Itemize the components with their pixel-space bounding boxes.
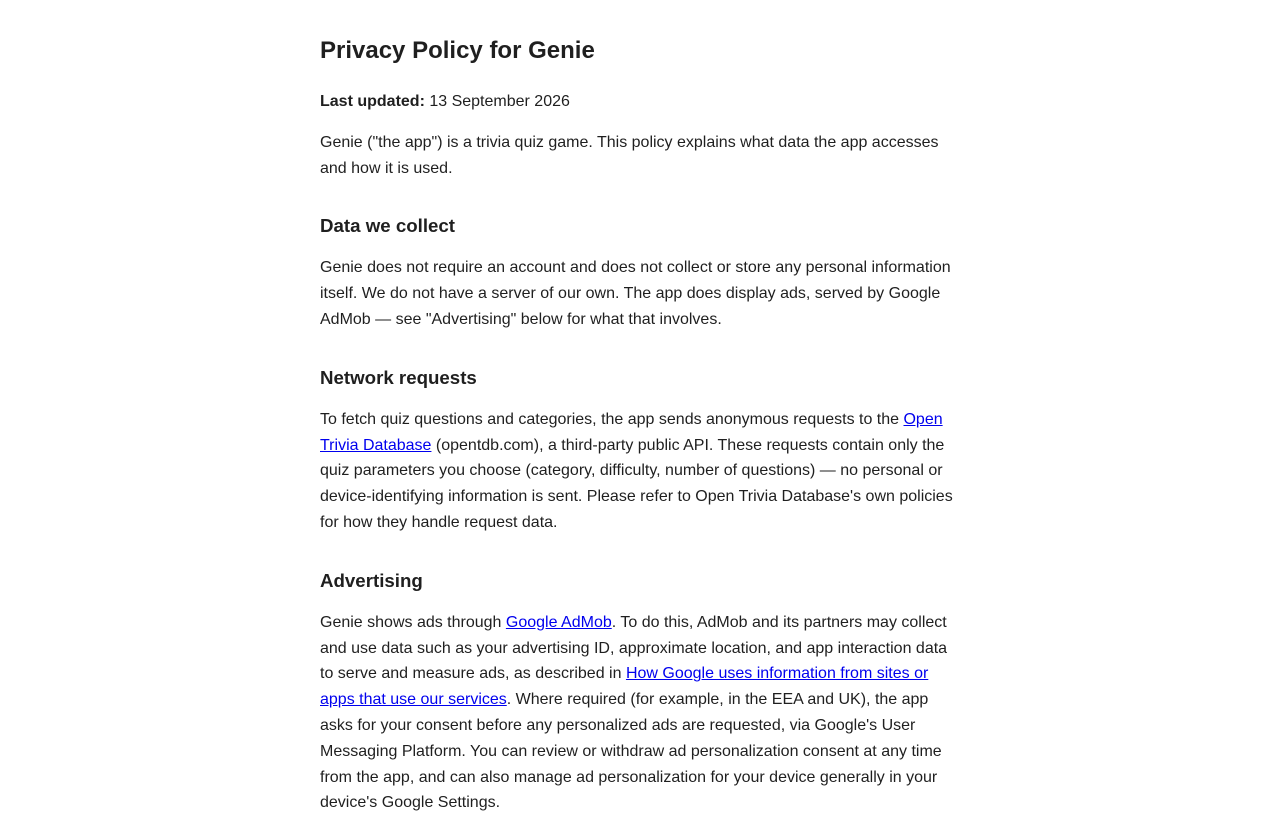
network-text-before-link: To fetch quiz questions and categories, the app sends anonymous requests to the xyxy=(320,410,904,428)
advertising-text-2: . To do this, AdMob and its partners may collect and use data such as your advertising ID, approximate location, and app interaction data to serve and measure ads, as described in xyxy=(320,613,948,683)
page-title: Privacy Policy for Genie xyxy=(320,37,595,64)
google-info-usage-link[interactable]: How Google uses information from sites or apps that use our services xyxy=(320,665,929,709)
advertising-text-1: Genie shows ads through xyxy=(320,613,506,631)
advertising-text-3: . Where required (for example, in the EEA and UK), the app asks for your consent before any personalized ads are requested, via Google's User Messaging Platform. You can review or withdraw ad personalization consent at any time from the app, and can also manage ad personalization for your device generally in your device's Google Settings. xyxy=(320,691,942,812)
intro-paragraph: Genie ("the app") is a trivia quiz game. This policy explains what data the app accesses and how it is used. xyxy=(320,133,939,177)
open-trivia-database-link[interactable]: Open Trivia Database xyxy=(320,410,943,454)
google-admob-link[interactable]: Google AdMob xyxy=(505,613,612,631)
privacy-policy-page xyxy=(320,0,960,816)
last-updated-line xyxy=(320,89,960,115)
section-heading-data-we-collect: Data we collect xyxy=(320,215,456,237)
section-heading-advertising: Advertising xyxy=(320,569,423,591)
network-text-after-link: (opentdb.com), a third-party public API. These requests contain only the quiz parameters you choose (category, difficulty, number of questions) — no personal or device-identifying information is sent. Please refer to Open Trivia Database's own policies for how they handle request data. xyxy=(320,436,953,531)
section-body-advertising xyxy=(320,610,960,816)
last-updated-date: 13 September 2026 xyxy=(429,93,570,110)
section-body-network-requests xyxy=(320,407,960,536)
section-body-data-we-collect: Genie does not require an account and does not collect or store any personal information itself. We do not have a server of our own. The app does display ads, served by Google AdMob — see "Advertising" below for what that involves. xyxy=(320,259,951,328)
last-updated-label: Last updated: xyxy=(320,93,425,110)
section-heading-network-requests: Network requests xyxy=(320,366,477,388)
